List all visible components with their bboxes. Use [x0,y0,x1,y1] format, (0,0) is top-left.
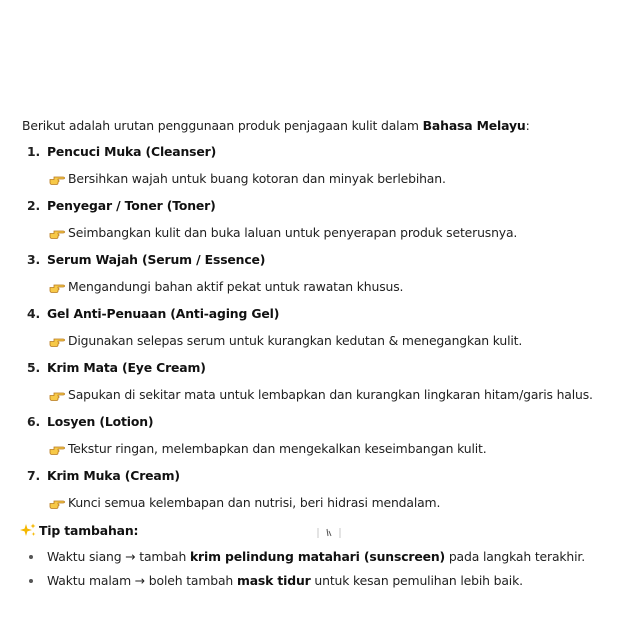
tips-list [22,548,622,590]
step-description-text: Kunci semua kelembapan dan nutrisi, beri hidrasi mendalam. [68,495,441,510]
step-description-text: Digunakan selepas serum untuk kurangkan kedutan & menegangkan kulit. [68,333,523,348]
step-number: 7. [27,468,41,483]
list-item [22,197,622,242]
step-description [47,494,622,512]
step-description-text: Sapukan di sekitar mata untuk lembapkan dan kurangkan lingkaran hitam/garis halus. [68,387,593,402]
step-title: Gel Anti-Penuaan (Anti-aging Gel) [47,306,280,321]
list-item [22,305,622,350]
list-item [22,359,622,404]
list-item [22,251,622,296]
pointing-hand-icon [49,173,65,185]
skincare-steps-list [22,143,622,512]
list-item [22,572,622,590]
intro-text: Berikut adalah urutan penggunaan produk penjagaan kulit dalam [22,118,423,133]
step-title: Serum Wajah (Serum / Essence) [47,252,266,267]
step-description [47,224,622,242]
step-title: Pencuci Muka (Cleanser) [47,144,217,159]
list-item [22,413,622,458]
pointing-hand-icon [49,389,65,401]
step-title: Losyen (Lotion) [47,414,154,429]
step-number: 1. [27,144,41,159]
tip-text: Waktu siang → tambah [47,549,190,564]
step-description [47,386,622,404]
step-description [47,278,622,296]
step-number: 4. [27,306,41,321]
sparkles-icon [19,523,37,537]
tip-bold: krim pelindung matahari (sunscreen) [189,549,446,564]
pointing-hand-icon [49,443,65,455]
step-number: 6. [27,414,41,429]
intro-bold-language: Bahasa Melayu [422,118,526,133]
tip-text: Waktu malam → boleh tambah [47,573,237,588]
step-description-text: Seimbangkan kulit dan buka laluan untuk penyerapan produk seterusnya. [68,225,518,240]
step-number: 5. [27,360,41,375]
step-description-text: Tekstur ringan, melembapkan dan mengekalkan keseimbangan kulit. [68,441,487,456]
intro-colon: : [525,118,530,133]
tip-bold: mask tidur [236,573,311,588]
intro-paragraph [22,117,622,135]
step-description [47,332,622,350]
tip-text: untuk kesan pemulihan lebih baik. [310,573,523,588]
pointing-hand-icon [49,497,65,509]
list-item [22,467,622,512]
step-title: Penyegar / Toner (Toner) [47,198,216,213]
text-cursor-icon [316,527,342,539]
tips-heading-text: Tip tambahan: [39,523,139,538]
step-number: 3. [27,252,41,267]
step-number: 2. [27,198,41,213]
step-title: Krim Mata (Eye Cream) [47,360,206,375]
list-item [22,548,622,566]
step-description-text: Bersihkan wajah untuk buang kotoran dan minyak berlebihan. [68,171,446,186]
list-item [22,143,622,188]
step-title: Krim Muka (Cream) [47,468,180,483]
pointing-hand-icon [49,335,65,347]
tip-text: pada langkah terakhir. [445,549,586,564]
pointing-hand-icon [49,227,65,239]
step-description [47,440,622,458]
chat-response [22,117,622,596]
step-description-text: Mengandungi bahan aktif pekat untuk rawatan khusus. [68,279,404,294]
pointing-hand-icon [49,281,65,293]
step-description [47,170,622,188]
